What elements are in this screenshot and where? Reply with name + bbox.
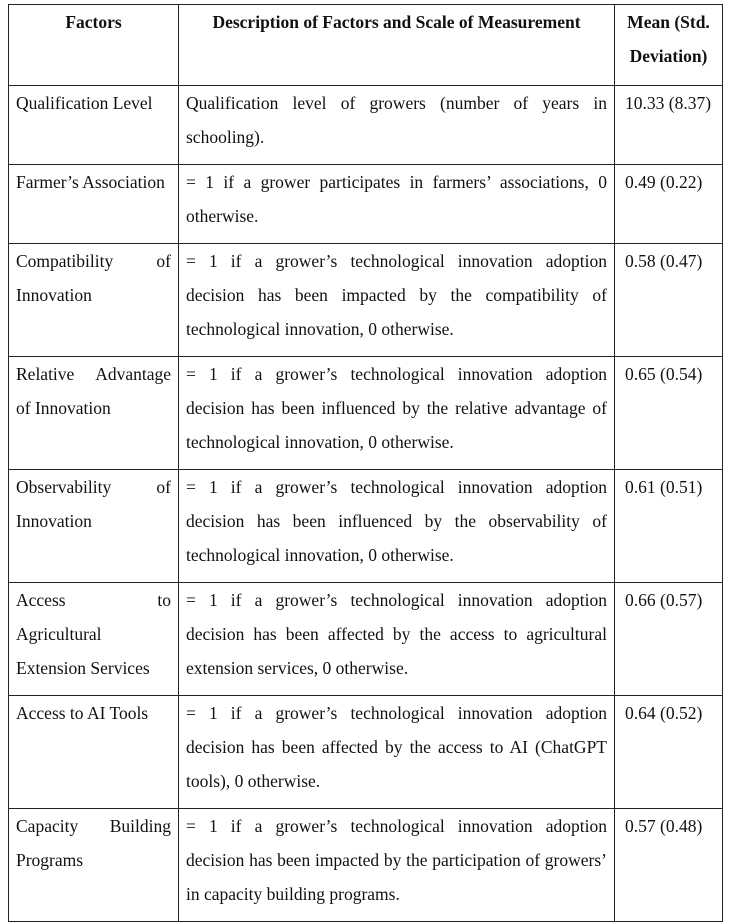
description-cell: = 1 if a grower’s technological innovation adoption decision has been affected by the access to AI (ChatGPT tools), 0 otherwise. <box>179 696 615 809</box>
mean-cell: 0.65 (0.54) <box>615 357 723 470</box>
description-cell: = 1 if a grower’s technological innovation adoption decision has been impacted by the compatibility of technological innovation, 0 otherwise. <box>179 244 615 357</box>
table-row <box>9 165 723 244</box>
description-cell: = 1 if a grower’s technological innovation adoption decision has been influenced by the observability of technological innovation, 0 otherwise. <box>179 470 615 583</box>
mean-cell: 0.64 (0.52) <box>615 696 723 809</box>
table-row <box>9 809 723 922</box>
header-factors: Factors <box>9 5 179 86</box>
header-mean: Mean (Std. Deviation) <box>615 5 723 86</box>
mean-cell: 0.58 (0.47) <box>615 244 723 357</box>
factor-cell: Capacity Building Programs <box>9 809 179 922</box>
mean-cell: 0.57 (0.48) <box>615 809 723 922</box>
mean-cell: 0.61 (0.51) <box>615 470 723 583</box>
factors-table <box>8 4 723 922</box>
table-row <box>9 696 723 809</box>
mean-cell: 0.66 (0.57) <box>615 583 723 696</box>
description-cell: = 1 if a grower’s technological innovation adoption decision has been influenced by the relative advantage of technological innovation, 0 otherwise. <box>179 357 615 470</box>
factor-cell: Access to Agricultural Extension Services <box>9 583 179 696</box>
table-row <box>9 583 723 696</box>
factor-cell: Qualification Level <box>9 86 179 165</box>
table-row <box>9 357 723 470</box>
description-cell: = 1 if a grower’s technological innovation adoption decision has been affected by the access to agricultural extension services, 0 otherwise. <box>179 583 615 696</box>
factor-cell: Compatibility of Innovation <box>9 244 179 357</box>
table-row <box>9 244 723 357</box>
table-row <box>9 86 723 165</box>
factor-cell: Access to AI Tools <box>9 696 179 809</box>
mean-cell: 0.49 (0.22) <box>615 165 723 244</box>
mean-cell: 10.33 (8.37) <box>615 86 723 165</box>
description-cell: = 1 if a grower participates in farmers’ associations, 0 otherwise. <box>179 165 615 244</box>
header-description: Description of Factors and Scale of Measurement <box>179 5 615 86</box>
factor-cell: Observability of Innovation <box>9 470 179 583</box>
description-cell: Qualification level of growers (number of years in schooling). <box>179 86 615 165</box>
description-cell: = 1 if a grower’s technological innovation adoption decision has been impacted by the participation of growers’ in capacity building programs. <box>179 809 615 922</box>
table-row <box>9 470 723 583</box>
factor-cell: Relative Advantage of Innovation <box>9 357 179 470</box>
factor-cell: Farmer’s Association <box>9 165 179 244</box>
header-row <box>9 5 723 86</box>
